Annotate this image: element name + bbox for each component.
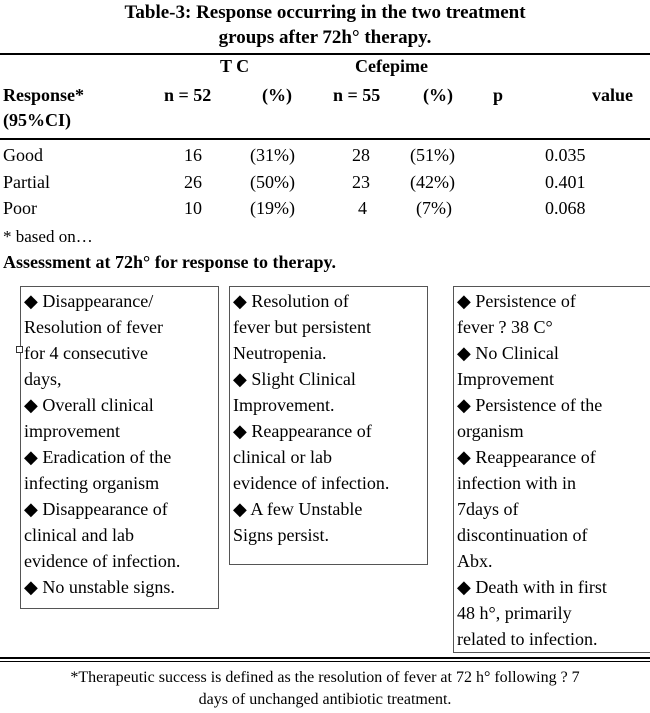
row-p-value: 0.068 (545, 198, 586, 218)
row-p-value: 0.401 (545, 172, 586, 192)
footnote-line2: days of unchanged antibiotic treatment. (198, 691, 452, 708)
row-n2: 4 (358, 198, 367, 218)
criteria-item: ◆ Persistence of the organism (457, 395, 603, 441)
row-n1: 10 (184, 198, 202, 218)
row-pct2: (42%) (410, 172, 455, 192)
poor-criteria-box (453, 286, 650, 653)
criteria-item: ◆ Death with in first 48 h°, primarily related to infection. (457, 577, 607, 649)
footnote-line1: *Therapeutic success is defined as the resolution of fever at 72 h° following ? 7 (70, 669, 580, 686)
col-header-p: p (493, 85, 504, 105)
resize-handle[interactable] (16, 346, 23, 353)
criteria-item: ◆ Resolution of fever but persistent Neutropenia. (233, 291, 371, 363)
row-n2: 23 (352, 172, 370, 192)
footer-rule-bottom (0, 661, 650, 662)
criteria-item: ◆ Slight Clinical Improvement. (233, 369, 356, 415)
header-rule (0, 138, 650, 140)
col-header-value: value (592, 85, 634, 105)
row-label: Poor (3, 198, 38, 218)
row-label: Good (3, 145, 43, 165)
row-pct1: (19%) (250, 198, 295, 218)
based-on-note: * based on… (3, 227, 93, 246)
criteria-item: ◆ Disappearance of clinical and lab evidence of infection. (24, 499, 181, 571)
partial-criteria-box (229, 286, 428, 565)
top-rule (0, 53, 650, 55)
criteria-item: ◆ A few Unstable Signs persist. (233, 499, 363, 545)
assessment-title: Assessment at 72h° for response to therapy. (3, 252, 337, 272)
row-pct1: (31%) (250, 145, 295, 165)
criteria-item: ◆ Eradication of the infecting organism (24, 447, 172, 493)
row-pct1: (50%) (250, 172, 295, 192)
row-p-value: 0.035 (545, 145, 586, 165)
col-header-pct1: (%) (262, 85, 292, 105)
group-header-tc: T C (220, 56, 250, 76)
criteria-item: ◆ No unstable signs. (24, 577, 175, 597)
row-pct2: (7%) (416, 198, 452, 218)
footer-rule-top (0, 657, 650, 659)
row-n1: 26 (184, 172, 202, 192)
col-header-n2: n = 55 (333, 85, 381, 105)
row-label: Partial (3, 172, 50, 192)
col-header-response: Response* (3, 85, 85, 105)
row-pct2: (51%) (410, 145, 455, 165)
good-criteria-box (20, 286, 219, 609)
row-n2: 28 (352, 145, 370, 165)
group-header-cefepime: Cefepime (355, 56, 428, 76)
criteria-item: ◆ Disappearance/ Resolution of fever for 4 consecutive days, (24, 291, 163, 389)
criteria-item: ◆ No Clinical Improvement (457, 343, 559, 389)
col-header-n1: n = 52 (164, 85, 212, 105)
criteria-item: ◆ Reappearance of infection with in 7days of discontinuation of Abx. (457, 447, 596, 571)
row-n1: 16 (184, 145, 202, 165)
criteria-item: ◆ Reappearance of clinical or lab evidence of infection. (233, 421, 390, 493)
criteria-item: ◆ Persistence of fever ? 38 C° (457, 291, 576, 337)
col-header-ci: (95%CI) (3, 110, 71, 130)
table-title-line2: groups after 72h° therapy. (218, 27, 432, 48)
criteria-item: ◆ Overall clinical improvement (24, 395, 154, 441)
table-title: Table-3: Response occurring in the two treatment (124, 2, 526, 23)
col-header-pct2: (%) (423, 85, 453, 105)
